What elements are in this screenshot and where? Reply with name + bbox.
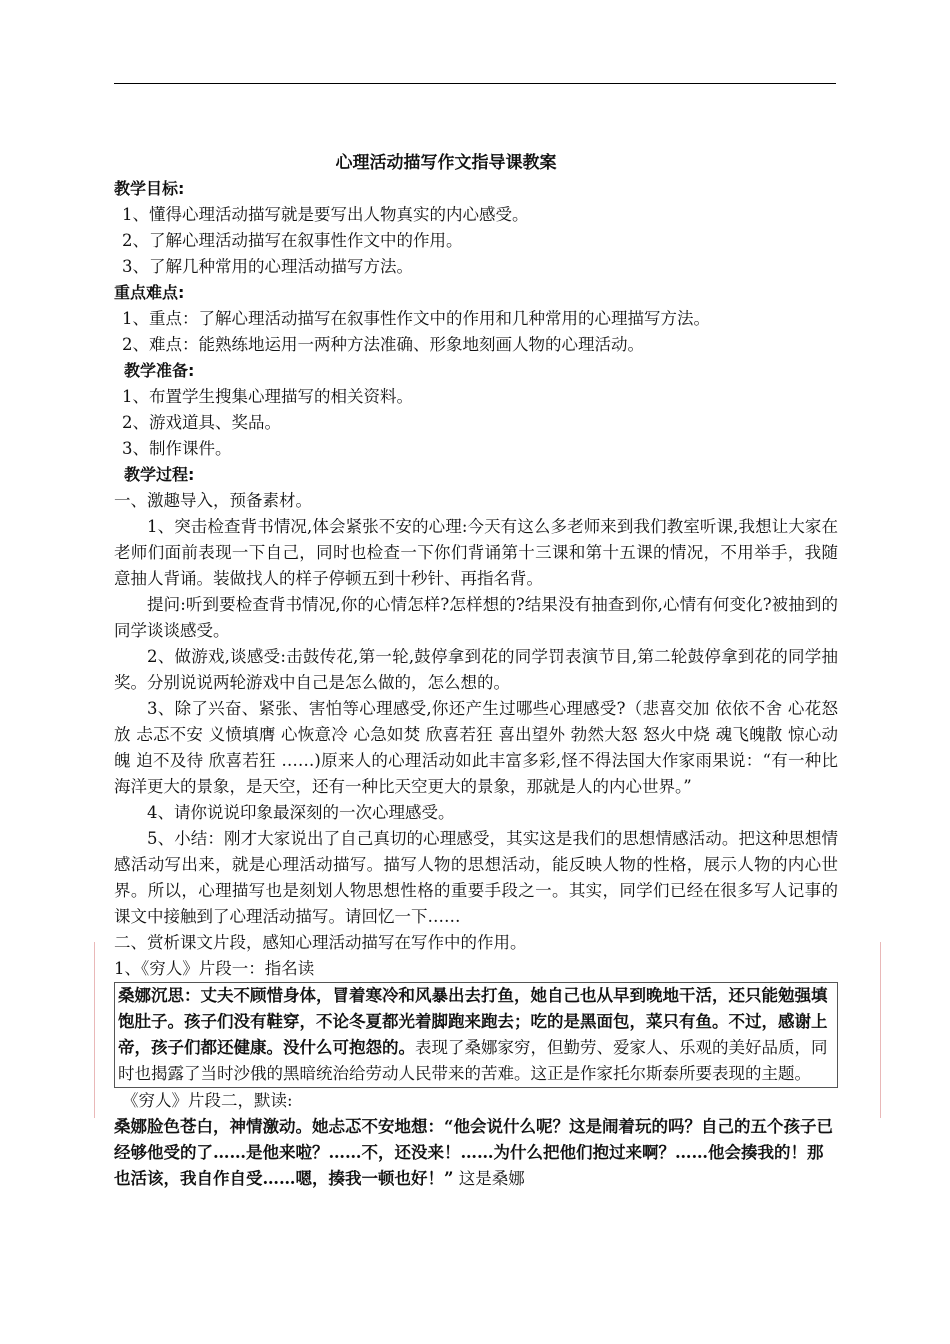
paragraph: 5、小结：刚才大家说出了自己真切的心理感受，其实这是我们的思想情感活动。把这种思想情感活动写出来，就是心理活动描写。描写人物的思想活动，能反映人物的性格，展示人物的内心世界。所以，心理描写也是刻划人物思想性格的重要手段之一。其实，同学们已经在很多写人记事的课文中接触到了心理活动描写。请回忆一下……	[114, 829, 838, 926]
excerpt-two-analysis: 这是桑娜	[458, 1169, 525, 1188]
paragraph: 提问:听到要检查背书情况,你的心情怎样?怎样想的?结果没有抽查到你,心情有何变化?被抽到的同学谈谈感受。	[114, 595, 838, 640]
excerpt-one-analysis: 表现了桑娜家穷，但勤劳、爱家人、乐观的美好品质，同时也揭露了当时沙俄的黑暗统治给劳动人民带来的苦难。这正是作家托尔斯泰所要表现的主题。	[118, 1038, 828, 1083]
heading-preparation: 教学准备:	[124, 361, 195, 380]
excerpt-one-intro: 1、《穷人》片段一：指名读	[114, 959, 315, 978]
section-one-heading: 一、激趣导入，预备素材。	[114, 491, 312, 510]
document-body	[114, 150, 838, 1192]
excerpt-two-intro: 《穷人》片段二，默读:	[122, 1091, 293, 1110]
paragraph: 4、请你说说印象最深刻的一次心理感受。	[147, 803, 455, 822]
heading-goals: 教学目标:	[114, 179, 185, 198]
key-item: 1、重点：了解心理活动描写在叙事性作文中的作用和几种常用的心理描写方法。	[122, 309, 710, 328]
key-item: 2、难点：能熟练地运用一两种方法准确、形象地刻画人物的心理活动。	[122, 335, 644, 354]
goal-item: 2、了解心理活动描写在叙事性作文中的作用。	[122, 231, 463, 250]
heading-key-points: 重点难点:	[114, 283, 185, 302]
left-margin-mark	[94, 942, 95, 1118]
prep-item: 2、游戏道具、奖品。	[122, 413, 281, 432]
document-title: 心理活动描写作文指导课教案	[335, 153, 557, 173]
paragraph: 1、突击检查背书情况,体会紧张不安的心理:今天有这么多老师来到我们教室听课,我想让大家在老师们面前表现一下自己，同时也检查一下你们背诵第十三课和第十五课的情况，不用举手，我随意抽人背诵。装做找人的样子停顿五到十秒针、再指名背。	[114, 517, 838, 588]
goal-item: 3、了解几种常用的心理活动描写方法。	[122, 257, 413, 276]
right-margin-mark	[880, 942, 881, 1118]
excerpt-two-quote: 桑娜脸色苍白，神情激动。她忐忑不安地想：“他会说什么呢？这是闹着玩的吗？自己的五个孩子已经够他受的了……是他来啦？……不，还没来！……为什么把他们抱过来啊？……他会揍我的！那也活该，我自作自受……嗯，揍我一顿也好！”	[114, 1117, 833, 1188]
excerpt-one-quote: 桑娜沉思：丈夫不顾惜身体，冒着寒冷和风暴出去打鱼，她自己也从早到晚地干活，还只能勉强填饱肚子。孩子们没有鞋穿，不论冬夏都光着脚跑来跑去；吃的是黑面包，菜只有鱼。不过，感谢上帝，孩子们都还健康。没什么可抱怨的。	[118, 986, 828, 1057]
section-two-heading: 二、赏析课文片段，感知心理活动描写在写作中的作用。	[114, 933, 527, 952]
prep-item: 3、制作课件。	[122, 439, 232, 458]
header-rule	[114, 83, 836, 84]
goal-item: 1、懂得心理活动描写就是要写出人物真实的内心感受。	[122, 205, 529, 224]
excerpt-one-box	[114, 982, 838, 1088]
prep-item: 1、布置学生搜集心理描写的相关资料。	[122, 387, 413, 406]
paragraph: 3、除了兴奋、紧张、害怕等心理感受,你还产生过哪些心理感受?（悲喜交加 依依不舍 心花怒放 忐忑不安 义愤填膺 心恢意冷 心急如焚 欣喜若狂 喜出望外 勃然大怒 怒火中烧 魂飞魄散 惊心动魄 迫不及待 欣喜若狂 ……)原来人的心理活动如此丰富多彩,怪不得法国大作家雨果说：“有一种比海洋更大的景象，是天空，还有一种比天空更大的景象，那就是人的内心世界。”	[114, 699, 838, 796]
heading-process: 教学过程:	[124, 465, 195, 484]
paragraph: 2、做游戏,谈感受:击鼓传花,第一轮,鼓停拿到花的同学罚表演节目,第二轮鼓停拿到花的同学抽奖。分别说说两轮游戏中自己是怎么做的，怎么想的。	[114, 647, 838, 692]
